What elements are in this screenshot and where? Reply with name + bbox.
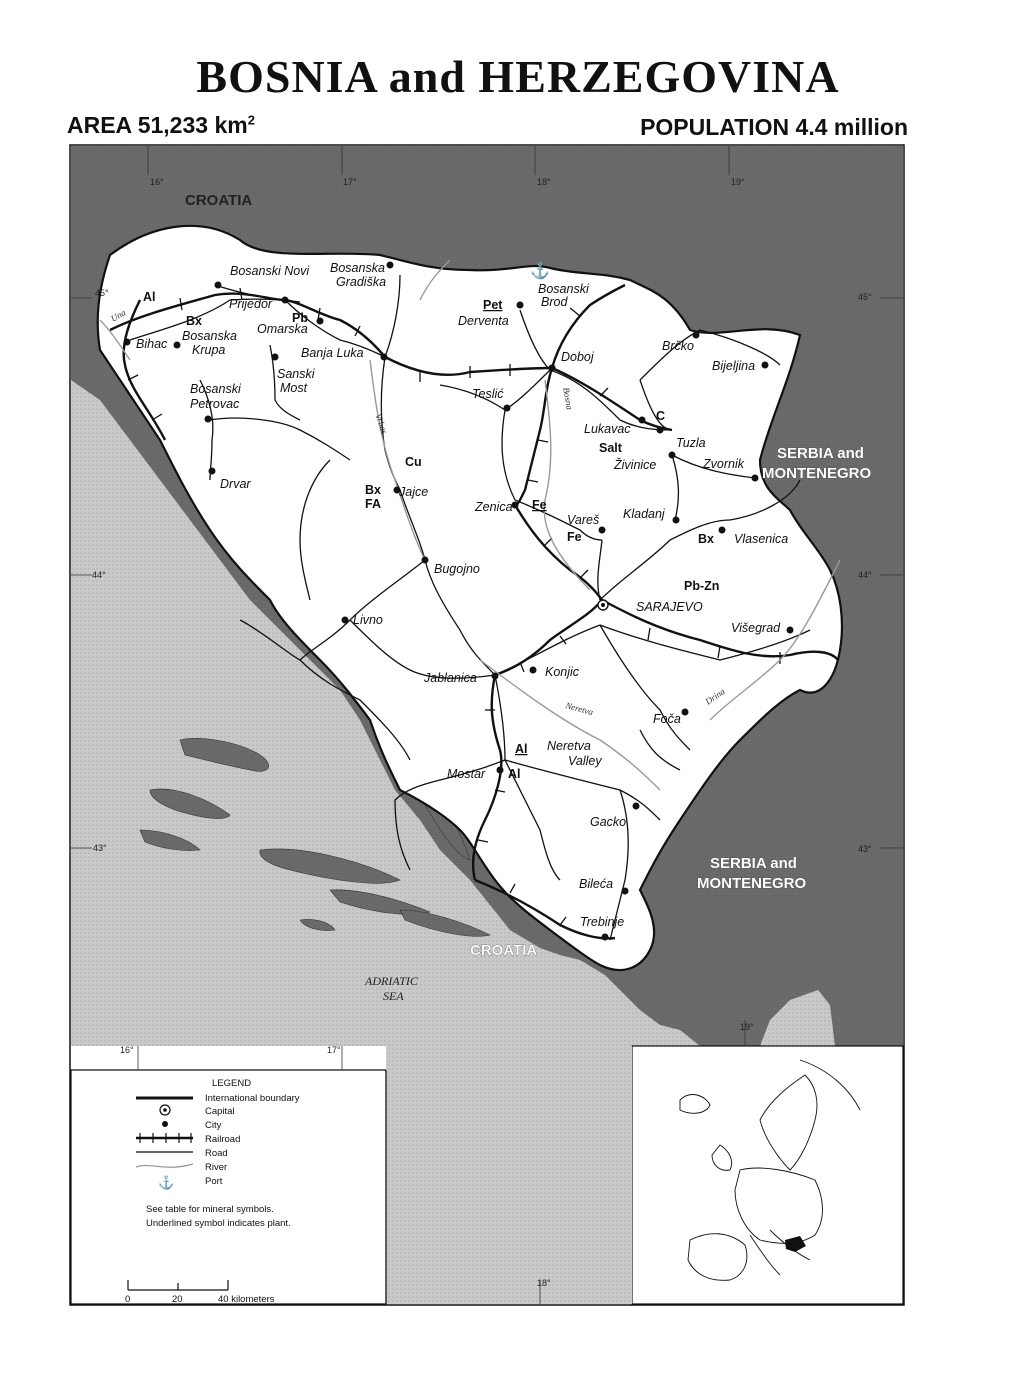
lon-19-bottom: 19° <box>740 1022 754 1032</box>
lon-16-bottom: 16° <box>120 1045 134 1055</box>
lon-18-top: 18° <box>537 177 551 187</box>
legend-road: Road <box>205 1148 228 1159</box>
city-bosanska-gradiska-2: Gradiška <box>336 275 387 289</box>
river-drina-label: Drina <box>703 686 727 707</box>
city-bosanski-petrovac-2: Petrovac <box>190 397 240 411</box>
city-mostar: Mostar <box>447 767 486 781</box>
city-jablanica: Jablanica <box>424 671 477 685</box>
city-neretva-valley-2: Valley <box>568 754 602 768</box>
legend-city: City <box>205 1120 222 1131</box>
city-neretva-valley: Neretva <box>547 739 591 753</box>
river-vrbas-label: Vrbas <box>373 412 390 436</box>
city-vares: Vareš <box>567 513 600 527</box>
legend-port: Port <box>205 1176 223 1187</box>
city-prijedor: Prijedor <box>229 297 273 311</box>
serbia-east-label-2: MONTENEGRO <box>762 465 872 482</box>
lon-16-top: 16° <box>150 177 164 187</box>
legend-note-2: Underlined symbol indicates plant. <box>146 1218 291 1229</box>
mineral-pb-prijedor: Pb <box>292 311 308 325</box>
legend-title: LEGEND <box>212 1078 252 1089</box>
city-visegrad: Višegrad <box>731 621 781 635</box>
lon-18-bottom: 18° <box>537 1278 551 1288</box>
city-doboj: Doboj <box>561 350 594 364</box>
city-bijeljina: Bijeljina <box>712 359 756 373</box>
city-bugojno: Bugojno <box>434 562 480 576</box>
city-foca: Foča <box>653 712 681 726</box>
adriatic-label: ADRIATIC <box>365 974 418 988</box>
city-trebinje: Trebinje <box>580 915 625 929</box>
map-title: BOSNIA and HERZEGOVINA <box>196 51 840 102</box>
legend-railroad: Railroad <box>205 1134 241 1145</box>
river-una-label: Una <box>109 307 128 324</box>
city-bosanska-krupa: Bosanska <box>182 329 237 343</box>
city-derventa: Derventa <box>458 314 509 328</box>
lon-19-top: 19° <box>731 177 745 187</box>
lat-43-left: 43° <box>93 843 107 853</box>
croatia-north-label: CROATIA <box>185 192 253 209</box>
lat-45-left: 45° <box>95 288 109 298</box>
mineral-fe-zenica: Fe <box>532 498 547 512</box>
lon-17-top: 17° <box>343 177 357 187</box>
population-label: POPULATION 4.4 million <box>640 114 908 140</box>
city-teslic: Teslić <box>472 387 504 401</box>
city-bosanska-krupa-2: Krupa <box>192 343 226 357</box>
city-bosanski-brod: Bosanski <box>538 282 589 296</box>
serbia-south-label-2: MONTENEGRO <box>697 875 807 892</box>
mineral-bx-jajce: Bx <box>365 483 381 497</box>
lon-17-bottom: 17° <box>327 1045 341 1055</box>
mineral-bx-vlasenica: Bx <box>698 532 714 546</box>
city-tuzla: Tuzla <box>676 436 706 450</box>
city-bileca: Bileća <box>579 877 614 891</box>
city-gacko: Gacko <box>590 815 627 829</box>
mineral-pb-zn: Pb-Zn <box>684 579 720 593</box>
city-zivinice: Živinice <box>614 458 657 472</box>
city-livno: Livno <box>353 613 383 627</box>
river-bosna-label: Bosna <box>561 386 575 411</box>
city-zvornik: Zvornik <box>703 457 744 471</box>
serbia-south-label: SERBIA and <box>710 855 797 872</box>
legend-international-boundary: International boundary <box>205 1093 300 1104</box>
city-sarajevo: SARAJEVO <box>636 600 703 614</box>
legend-city-icon <box>162 1121 168 1127</box>
city-banja-luka: Banja Luka <box>301 346 364 360</box>
lat-44-right: 44° <box>858 570 872 580</box>
serbia-east-label: SERBIA and <box>777 445 864 462</box>
port-icon: ⚓ <box>530 263 550 280</box>
city-omarska: Omarska <box>257 322 308 336</box>
sea-lower <box>386 1046 632 1304</box>
city-zenica: Zenica <box>475 500 513 514</box>
capital-marker-sarajevo <box>598 600 608 610</box>
city-bihac: Bihac <box>136 337 168 351</box>
city-bosanska-gradiska: Bosanska <box>330 261 385 275</box>
mineral-cu: Cu <box>405 455 422 469</box>
legend-port-icon: ⚓ <box>158 1175 175 1190</box>
city-drvar: Drvar <box>220 477 251 491</box>
mineral-bx-nw: Bx <box>186 314 202 328</box>
mineral-al-nw: Al <box>143 290 156 304</box>
city-sanski-most: Sanski <box>277 367 315 381</box>
sea-label: SEA <box>383 989 404 1003</box>
lat-44-left: 44° <box>92 570 106 580</box>
city-lukavac: Lukavac <box>584 422 631 436</box>
croatia-south-label: CROATIA <box>470 942 538 959</box>
lat-45-right: 45° <box>858 292 872 302</box>
mineral-pet: Pet <box>483 298 503 312</box>
lat-43-right: 43° <box>858 844 872 854</box>
legend-note-1: See table for mineral symbols. <box>146 1204 274 1215</box>
city-bosanski-petrovac: Bosanski <box>190 382 241 396</box>
mineral-fa-jajce: FA <box>365 497 381 511</box>
city-bosanski-brod-2: Brod <box>541 295 568 309</box>
city-brcko: Brčko <box>662 339 694 353</box>
legend-river: River <box>205 1162 228 1173</box>
city-sanski-most-2: Most <box>280 381 308 395</box>
area-superscript: 2 <box>247 112 255 128</box>
area-text: AREA 51,233 km <box>67 112 248 138</box>
river-neretva-label: Neretva <box>564 700 595 718</box>
mineral-fe-vares: Fe <box>567 530 582 544</box>
city-bosanski-novi: Bosanski Novi <box>230 264 310 278</box>
scale-0: 0 <box>125 1294 131 1305</box>
inset-map-panel <box>632 1046 903 1304</box>
mineral-c-tuzla: C <box>656 409 666 423</box>
city-jajce: Jajce <box>399 485 429 499</box>
scale-40-km: 40 kilometers <box>218 1294 275 1305</box>
mineral-al-mostar: Al <box>508 767 521 781</box>
city-konjic: Konjic <box>545 665 580 679</box>
scale-20: 20 <box>172 1294 183 1305</box>
city-vlasenica: Vlasenica <box>734 532 789 546</box>
city-kladanj: Kladanj <box>623 507 665 521</box>
legend-capital: Capital <box>205 1106 235 1117</box>
mineral-salt: Salt <box>599 441 622 455</box>
mineral-al-mostar-plant: Al <box>515 742 528 756</box>
